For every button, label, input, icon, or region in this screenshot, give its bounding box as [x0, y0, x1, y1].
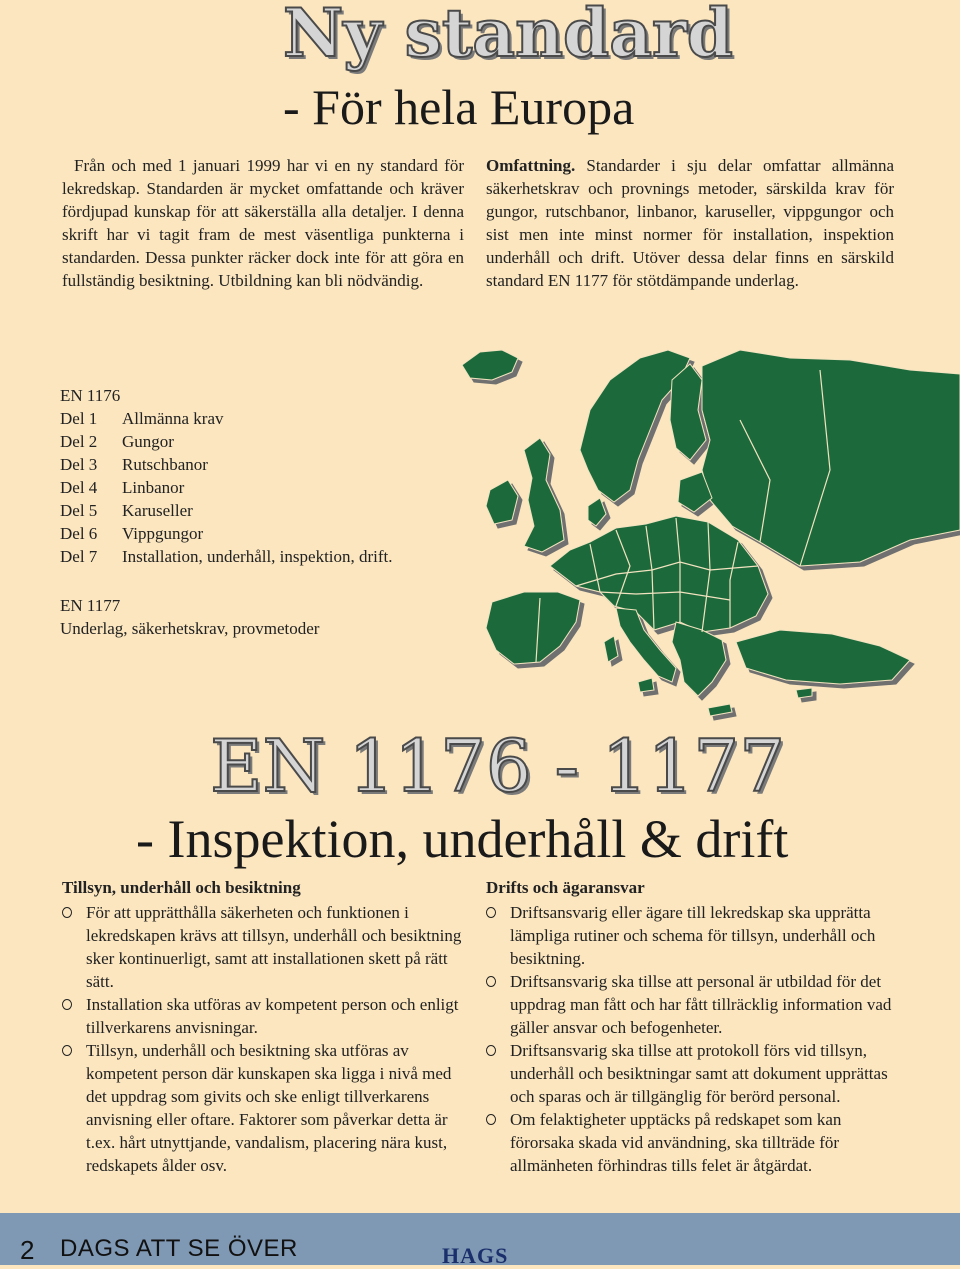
list-item-text: Om felaktigheter upptäcks på redskapet som kan förorsaka skada vid användning, ska tillträde för allmänheten förhindras tills felet är åtgärdat.	[510, 1110, 842, 1175]
part-num: Del 6	[60, 524, 98, 543]
list-item	[60, 407, 480, 430]
part-name: Gungor	[122, 432, 174, 451]
list-item	[60, 522, 480, 545]
part-num: Del 7	[60, 547, 98, 566]
bullet-circle-icon	[62, 999, 72, 1010]
list-item-text: Driftsansvarig ska tillse att personal är utbildad för det uppdrag man fått och har fått tillräcklig information vad gäller ansvar och befogenheter.	[510, 972, 892, 1037]
bullet-circle-icon	[486, 1114, 496, 1125]
bullet-circle-icon	[486, 976, 496, 987]
page-number: 2	[20, 1235, 35, 1265]
scope-text: Standarder i sju delar omfattar allmänna säkerhetskrav och provnings metoder, särskilda krav för gungor, rutschbanor, linbanor, karuseller, vippgungor och sist men inte minst normer för installation, inspektion underhåll och drift. Utöver dessa delar finns en särskild standard EN 1177 för stötdämpande underlag.	[486, 156, 894, 290]
part-num: Del 2	[60, 432, 98, 451]
footer-title: DAGS ATT SE ÖVER	[60, 1235, 298, 1262]
list-item	[62, 901, 464, 993]
en1177-block	[60, 594, 480, 640]
list-item	[60, 430, 480, 453]
en1177-heading: EN 1177	[60, 596, 121, 615]
list-item	[60, 476, 480, 499]
list-item	[60, 453, 480, 476]
list-item	[486, 1108, 894, 1177]
part-num: Del 3	[60, 455, 98, 474]
hags-logo: HAGS	[442, 1243, 509, 1268]
part-name: Karuseller	[122, 501, 193, 520]
list-item-text: Installation ska utföras av kompetent person och enligt tillverkarens anvisningar.	[86, 995, 459, 1037]
section2-subtitle: - Inspektion, underhåll & drift	[136, 809, 789, 869]
intro-paragraph	[62, 154, 464, 292]
scope-paragraph	[486, 154, 894, 292]
bullet-circle-icon	[62, 907, 72, 918]
right-column	[486, 877, 894, 1177]
list-item-text: För att upprätthålla säkerheten och funktionen i lekredskapen krävs att tillsyn, underhåll och besiktning sker kontinuerligt, samt att installationen skett på rätt sätt.	[86, 903, 462, 991]
intro-text: Från och med 1 januari 1999 har vi en ny standard för lekredskap. Standarden är mycket omfattande och kräver fördjupad kunskap för att säkerställa alla detaljer. I denna skrift har vi tagit fram de mest väsentliga punkterna i standarden. Dessa punkter räcker dock inte för att göra en fullständig besiktning. Utbildning kan bli nödvändig.	[62, 156, 464, 290]
list-item	[60, 499, 480, 522]
list-item	[62, 993, 464, 1039]
list-item	[486, 970, 894, 1039]
part-name: Vippgungor	[122, 524, 204, 543]
list-item-text: Tillsyn, underhåll och besiktning ska utföras av kompetent person där kunskapen ska ligga i nivå med det uppdrag som givits och ske enligt tillverkarens anvisning eller oftare. Faktorer som påverkar detta är t.ex. hårt utnyttjande, vandalism, placering nära kust, redskapets ålder osv.	[86, 1041, 452, 1175]
scope-lead: Omfattning.	[486, 156, 576, 175]
part-num: Del 5	[60, 501, 98, 520]
list-item	[60, 545, 480, 568]
part-name: Linbanor	[122, 478, 185, 497]
section2-title: EN 1176 - 1177	[210, 724, 786, 808]
left-column	[62, 877, 464, 1177]
footer-bar	[0, 1213, 960, 1268]
en1177-text: Underlag, säkerhetskrav, provmetoder	[60, 619, 320, 638]
list-item-text: Driftsansvarig ska tillse att protokoll förs vid tillsyn, underhåll och besiktningar samt att dokument upprättas och sparas och är tillgänglig för berörd personal.	[510, 1041, 888, 1106]
list-item	[486, 901, 894, 970]
part-name: Installation, underhåll, inspektion, drift.	[122, 547, 393, 566]
page-title: Ny standard	[283, 0, 733, 72]
part-num: Del 4	[60, 478, 98, 497]
list-item	[62, 1039, 464, 1177]
left-column-heading: Tillsyn, underhåll och besiktning	[62, 878, 301, 897]
page-subtitle: - För hela Europa	[283, 79, 635, 135]
bullet-circle-icon	[486, 1045, 496, 1056]
en1176-list	[60, 384, 480, 568]
list-item-text: Driftsansvarig eller ägare till lekredskap ska upprätta lämpliga rutiner och schema för tillsyn, underhåll och besiktning.	[510, 903, 876, 968]
en1176-heading: EN 1176	[60, 386, 121, 405]
list-item	[486, 1039, 894, 1108]
part-name: Allmänna krav	[122, 409, 224, 428]
europe-map-illustration	[440, 330, 960, 730]
part-num: Del 1	[60, 409, 98, 428]
right-column-heading: Drifts och ägaransvar	[486, 878, 645, 897]
part-name: Rutschbanor	[122, 455, 208, 474]
bullet-circle-icon	[62, 1045, 72, 1056]
bullet-circle-icon	[486, 907, 496, 918]
